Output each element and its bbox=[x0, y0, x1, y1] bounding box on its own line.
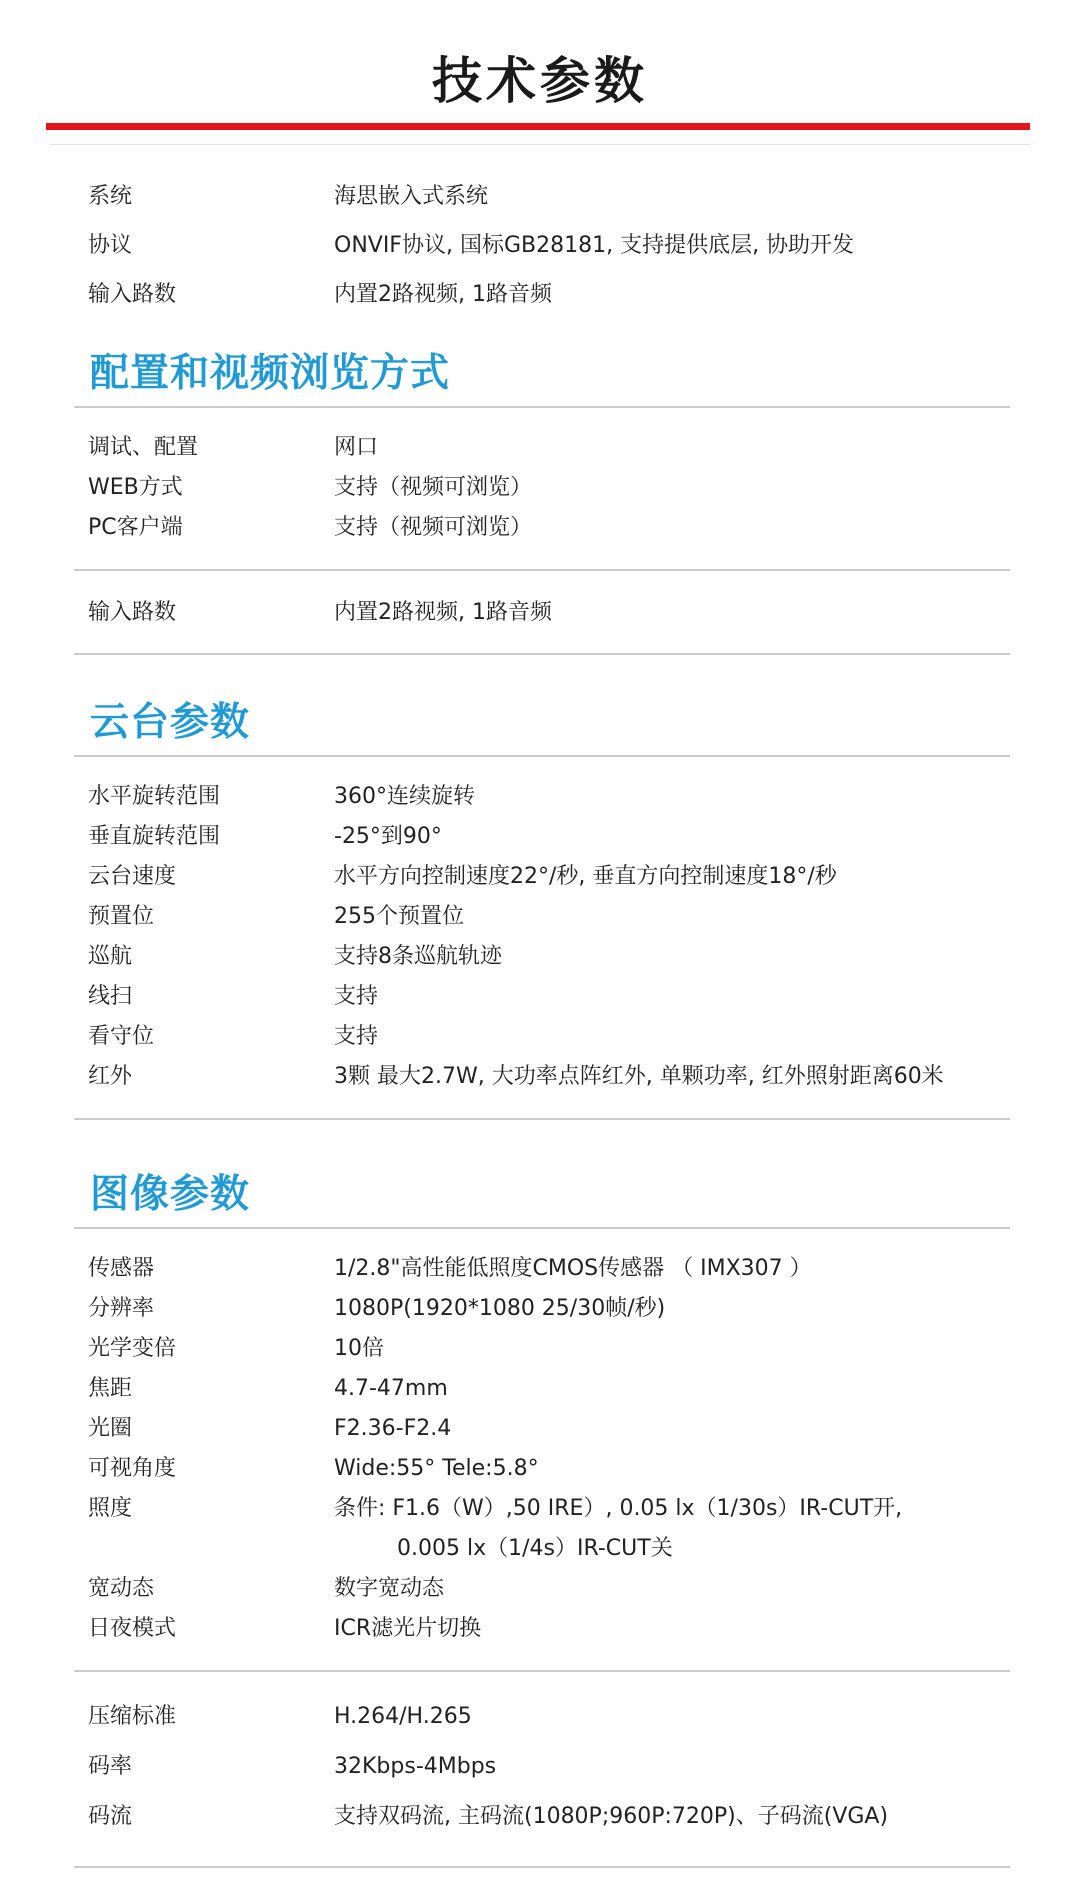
spec-label: 看守位 bbox=[88, 1024, 155, 1049]
spec-value: 数字宽动态 bbox=[334, 1576, 445, 1601]
spec-row bbox=[0, 1610, 1080, 1648]
spec-label: 光圈 bbox=[88, 1416, 133, 1441]
spec-label: 压缩标准 bbox=[88, 1704, 177, 1729]
spec-row bbox=[0, 1410, 1080, 1448]
spec-row bbox=[0, 1290, 1080, 1328]
spec-label: 焦距 bbox=[88, 1376, 133, 1401]
spec-value: 水平方向控制速度22°/秒, 垂直方向控制速度18°/秒 bbox=[334, 864, 837, 889]
spec-value: 32Kbps-4Mbps bbox=[334, 1754, 497, 1779]
section-divider bbox=[74, 1866, 1010, 1868]
spec-label: 调试、配置 bbox=[88, 435, 199, 460]
spec-value: 内置2路视频, 1路音频 bbox=[334, 600, 552, 625]
spec-label: 垂直旋转范围 bbox=[88, 824, 221, 849]
spec-row bbox=[0, 429, 1080, 467]
spec-value: 4.7-47mm bbox=[334, 1376, 448, 1401]
spec-row bbox=[0, 1698, 1080, 1736]
spec-row-continuation bbox=[0, 1530, 1080, 1568]
spec-row bbox=[0, 1798, 1080, 1836]
section-heading-ptz: 云台参数 bbox=[90, 700, 251, 745]
spec-row bbox=[0, 1748, 1080, 1786]
title-underline-thin bbox=[50, 144, 1030, 145]
section-divider bbox=[74, 1227, 1010, 1229]
spec-row bbox=[0, 509, 1080, 547]
spec-value: Wide:55° Tele:5.8° bbox=[334, 1456, 539, 1481]
spec-value: 支持（视频可浏览） bbox=[334, 515, 533, 540]
spec-row bbox=[0, 469, 1080, 507]
spec-value: 支持 bbox=[334, 984, 379, 1009]
spec-value: 1/2.8"高性能低照度CMOS传感器 （ IMX307 ） bbox=[334, 1256, 812, 1281]
spec-value: 网口 bbox=[334, 435, 379, 460]
spec-row bbox=[0, 1250, 1080, 1288]
spec-label: 输入路数 bbox=[88, 282, 177, 307]
spec-label: 水平旋转范围 bbox=[88, 784, 221, 809]
spec-value: -25°到90° bbox=[334, 824, 442, 849]
spec-value: 条件: F1.6（W）,50 IRE）, 0.05 lx（1/30s）IR-CUT开, bbox=[334, 1496, 903, 1521]
spec-label: 云台速度 bbox=[88, 864, 177, 889]
page-title: 技术参数 bbox=[432, 52, 648, 110]
spec-row bbox=[0, 227, 1080, 265]
spec-label: 红外 bbox=[88, 1064, 133, 1089]
spec-row bbox=[0, 898, 1080, 936]
section-divider bbox=[74, 569, 1010, 571]
spec-row bbox=[0, 1490, 1080, 1528]
spec-row bbox=[0, 276, 1080, 314]
spec-label: 传感器 bbox=[88, 1256, 155, 1281]
spec-label: 宽动态 bbox=[88, 1576, 155, 1601]
spec-value: ICR滤光片切换 bbox=[334, 1616, 482, 1641]
section-heading-image: 图像参数 bbox=[90, 1172, 251, 1217]
spec-value-continuation: 0.005 lx（1/4s）IR-CUT关 bbox=[397, 1536, 673, 1561]
spec-row bbox=[0, 1570, 1080, 1608]
spec-label: 线扫 bbox=[88, 984, 133, 1009]
spec-value: 1080P(1920*1080 25/30帧/秒) bbox=[334, 1296, 666, 1321]
spec-row bbox=[0, 1450, 1080, 1488]
section-heading-config: 配置和视频浏览方式 bbox=[90, 351, 451, 396]
spec-row bbox=[0, 938, 1080, 976]
section-divider bbox=[74, 406, 1010, 408]
spec-label: 系统 bbox=[88, 184, 133, 209]
spec-row bbox=[0, 1330, 1080, 1368]
spec-row bbox=[0, 978, 1080, 1016]
spec-label: 照度 bbox=[88, 1496, 133, 1521]
spec-label: 码流 bbox=[88, 1804, 133, 1829]
spec-value: 10倍 bbox=[334, 1336, 384, 1361]
spec-row bbox=[0, 778, 1080, 816]
section-divider bbox=[74, 653, 1010, 655]
spec-row bbox=[0, 858, 1080, 896]
spec-value: 360°连续旋转 bbox=[334, 784, 475, 809]
spec-value: 支持双码流, 主码流(1080P;960P:720P)、子码流(VGA) bbox=[334, 1804, 889, 1829]
spec-row bbox=[0, 1018, 1080, 1056]
spec-value: 255个预置位 bbox=[334, 904, 464, 929]
spec-label: 协议 bbox=[88, 233, 133, 258]
spec-row bbox=[0, 1058, 1080, 1096]
spec-row bbox=[0, 1370, 1080, 1408]
section-divider bbox=[74, 755, 1010, 757]
spec-label: PC客户端 bbox=[88, 515, 183, 540]
spec-value: 内置2路视频, 1路音频 bbox=[334, 282, 552, 307]
spec-label: 分辨率 bbox=[88, 1296, 155, 1321]
spec-value: 3颗 最大2.7W, 大功率点阵红外, 单颗功率, 红外照射距离60米 bbox=[334, 1064, 944, 1089]
spec-value: F2.36-F2.4 bbox=[334, 1416, 452, 1441]
section-divider bbox=[74, 1670, 1010, 1672]
spec-row bbox=[0, 178, 1080, 216]
title-underline-red bbox=[46, 123, 1030, 130]
spec-label: 巡航 bbox=[88, 944, 133, 969]
spec-row bbox=[0, 594, 1080, 632]
spec-row bbox=[0, 818, 1080, 856]
spec-value: ONVIF协议, 国标GB28181, 支持提供底层, 协助开发 bbox=[334, 233, 855, 258]
spec-value: 支持 bbox=[334, 1024, 379, 1049]
section-divider bbox=[74, 1118, 1010, 1120]
spec-value: H.264/H.265 bbox=[334, 1704, 472, 1729]
spec-label: 码率 bbox=[88, 1754, 133, 1779]
spec-value: 支持8条巡航轨迹 bbox=[334, 944, 502, 969]
spec-label: WEB方式 bbox=[88, 475, 183, 500]
spec-label: 预置位 bbox=[88, 904, 155, 929]
spec-label: 日夜模式 bbox=[88, 1616, 177, 1641]
spec-value: 海思嵌入式系统 bbox=[334, 184, 489, 209]
spec-label: 光学变倍 bbox=[88, 1336, 177, 1361]
spec-value: 支持（视频可浏览） bbox=[334, 475, 533, 500]
spec-label: 输入路数 bbox=[88, 600, 177, 625]
spec-label: 可视角度 bbox=[88, 1456, 177, 1481]
